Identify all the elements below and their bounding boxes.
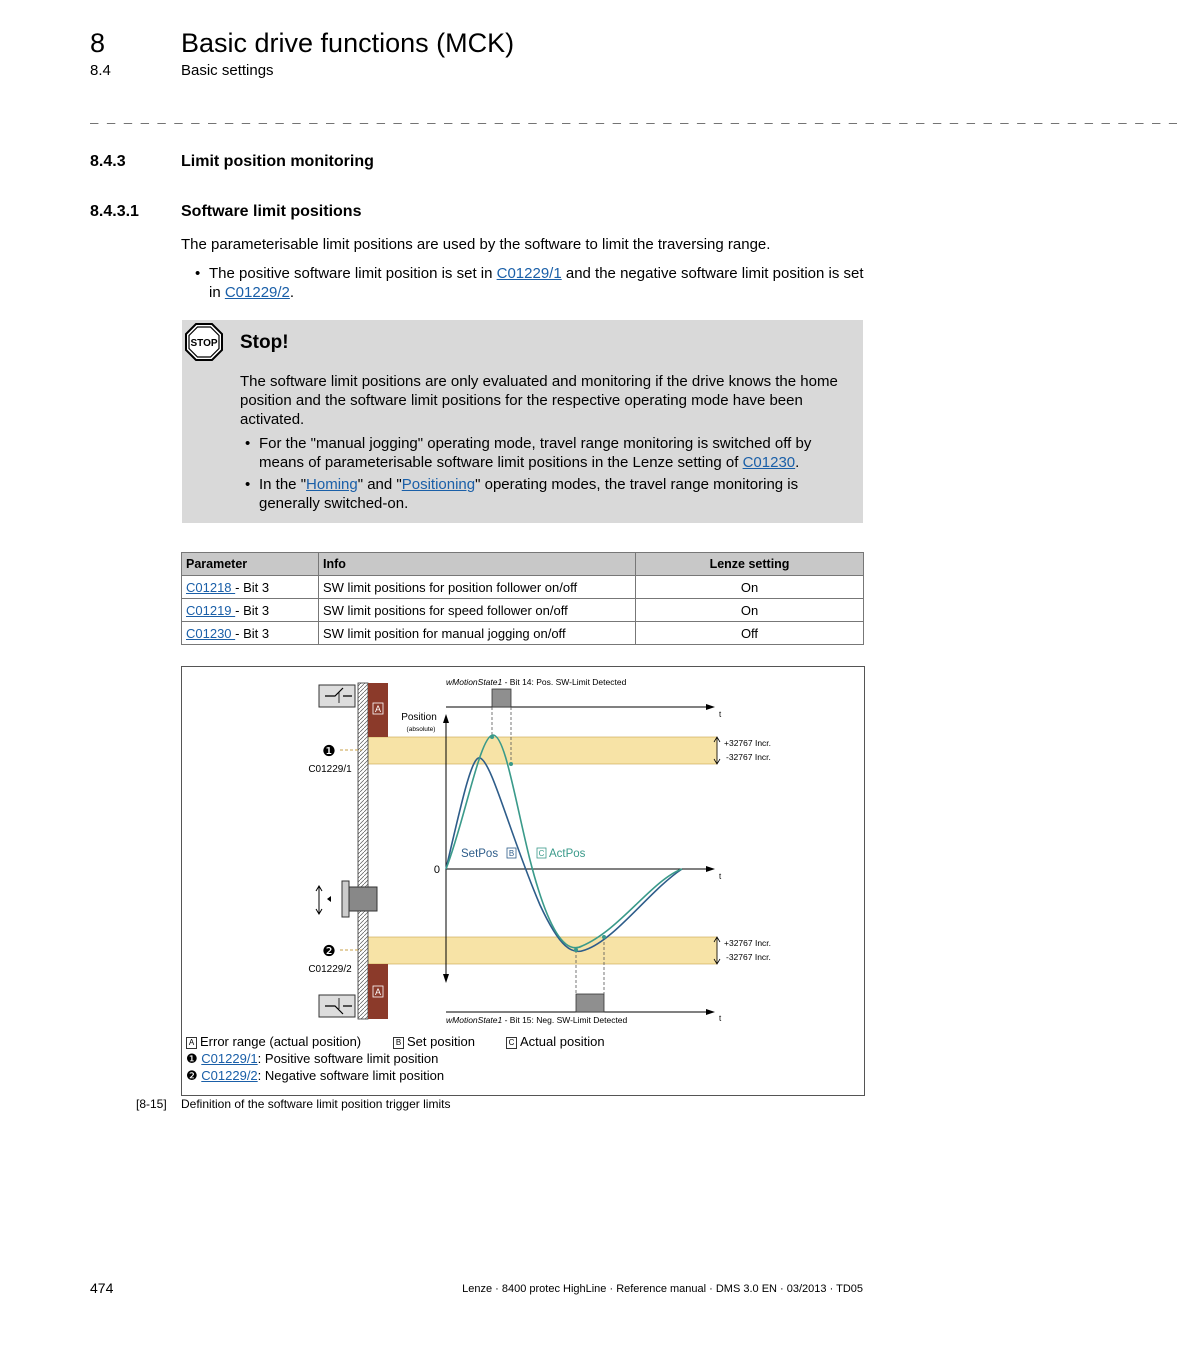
section-title: Basic settings <box>181 62 274 79</box>
intro-bullet-text: The positive software limit position is set in <box>209 265 497 282</box>
figure-caption-number: [8-15] <box>136 1097 167 1111</box>
column-header: Info <box>319 553 636 576</box>
bottom-signal-pulse <box>576 994 604 1012</box>
time-label: t <box>719 872 722 881</box>
letter-c-box: C <box>506 1037 517 1049</box>
column-header: Parameter <box>182 553 319 576</box>
param-cell <box>182 622 319 645</box>
marker-1: ❶ <box>322 743 336 760</box>
chapter-number: 8 <box>90 28 106 58</box>
table-row <box>182 576 864 599</box>
page-number: 474 <box>90 1280 114 1296</box>
plus-incr-bottom: +32767 Incr. <box>724 938 772 948</box>
heading-number: 8.4.3 <box>90 153 126 170</box>
minus-incr-top: -32767 Incr. <box>726 752 771 762</box>
param-suffix: - Bit 3 <box>235 579 270 595</box>
table-row <box>182 599 864 622</box>
positive-limit-band <box>362 737 717 764</box>
legend-c-text: Actual position <box>520 1034 605 1049</box>
stop-bullet-text: For the "manual jogging" operating mode, travel range monitoring is switched off by means of parameterisable software limit positions in the Lenze setting of <box>259 435 812 471</box>
param-suffix: - Bit 3 <box>235 625 270 641</box>
letter-a-top: A <box>374 704 382 714</box>
letter-b: B <box>508 849 515 858</box>
intro-bullet-text: and the negative software limit position is set in <box>209 265 864 301</box>
stop-bullet-text: . <box>795 454 800 471</box>
param-link[interactable]: C01219 <box>186 602 236 618</box>
limit-switch-top-icon <box>319 685 355 707</box>
bullet-dot: • <box>245 435 251 452</box>
subheading-number: 8.4.3.1 <box>90 203 139 220</box>
info-cell: SW limit position for manual jogging on/off <box>319 622 636 645</box>
parameter-table <box>181 552 864 645</box>
stop-bullet-text: " and " <box>357 476 402 493</box>
legend-1-text: : Positive software limit position <box>257 1051 439 1066</box>
time-label: t <box>719 1014 722 1023</box>
table-row <box>182 622 864 645</box>
bottom-signal-label: wMotionState1 - Bit 15: Neg. SW-Limit Detected <box>446 1015 628 1025</box>
link-c01229-1[interactable]: C01229/1 <box>496 265 562 282</box>
rail <box>358 683 368 1019</box>
intro-paragraph: The parameterisable limit positions are used by the software to limit the traversing range. <box>181 236 771 253</box>
link-homing[interactable]: Homing <box>306 476 358 493</box>
position-axis-sublabel: (absolute) <box>406 726 436 733</box>
stop-bullet-text: In the " <box>259 476 307 493</box>
setpos-label: SetPos <box>461 848 499 860</box>
top-signal-pulse <box>492 689 511 707</box>
link-positioning[interactable]: Positioning <box>401 476 476 493</box>
actpos-curve <box>446 735 682 948</box>
column-header: Lenze setting <box>636 553 864 576</box>
limit-position-diagram <box>182 667 862 1029</box>
bullet-dot: • <box>245 476 251 493</box>
zero-label: 0 <box>433 864 440 876</box>
stop-bullet-1 <box>259 434 849 472</box>
letter-b-box: B <box>393 1037 404 1049</box>
actpos-label: ActPos <box>549 848 586 860</box>
intro-bullet-text: . <box>289 284 295 301</box>
setting-cell: On <box>636 599 864 622</box>
link-c01229-1[interactable]: C01229/1 <box>201 1051 258 1066</box>
figure-caption-text: Definition of the software limit position trigger limits <box>181 1097 451 1111</box>
marker-1: ❶ <box>186 1051 198 1066</box>
link-c01230[interactable]: C01230 <box>742 454 796 471</box>
minus-incr-bottom: -32767 Incr. <box>726 952 771 962</box>
limit-switch-bottom-icon <box>319 995 355 1017</box>
plus-incr-top: +32767 Incr. <box>724 738 772 748</box>
stop-bullet-text: " operating modes, the travel range monitoring is generally switched-on. <box>259 476 799 512</box>
stop-paragraph: The software limit positions are only evaluated and monitoring if the drive knows the home position and the software limit positions for the respective operating mode have been activated. <box>240 373 838 428</box>
legend-a-text: Error range (actual position) <box>200 1034 362 1049</box>
section-number: 8.4 <box>90 62 111 79</box>
header-separator: _ _ _ _ _ _ _ _ _ _ _ _ _ _ _ _ _ _ _ _ _ _ _ _ _ _ _ _ _ _ _ _ _ _ _ _ _ _ _ _ _ _ _ _ _ _ _ _ _ _ _ _ _ _ _ _ _ _ _ _ _ _ _ _ _ <box>90 108 1177 124</box>
letter-c: C <box>538 849 545 858</box>
legend-c <box>506 1034 605 1049</box>
legend-1 <box>186 1051 438 1067</box>
param-cell <box>182 576 319 599</box>
link-c01229-2[interactable]: C01229/2 <box>201 1068 258 1083</box>
heading-title: Limit position monitoring <box>181 153 374 170</box>
legend-a <box>186 1034 361 1049</box>
param-link[interactable]: C01218 <box>186 579 236 595</box>
legend-b-text: Set position <box>407 1034 475 1049</box>
stop-title: Stop! <box>240 332 289 353</box>
stop-icon-label: STOP <box>190 338 218 349</box>
subheading-title: Software limit positions <box>181 203 362 220</box>
marker-2: ❷ <box>322 943 336 960</box>
param-cell <box>182 599 319 622</box>
info-cell: SW limit positions for position follower on/off <box>319 576 636 599</box>
bullet-dot: • <box>195 265 201 282</box>
legend-2-text: : Negative software limit position <box>257 1068 445 1083</box>
footer-text: Lenze · 8400 protec HighLine · Reference manual · DMS 3.0 EN · 03/2013 · TD05 <box>462 1283 863 1295</box>
link-c01229-2[interactable]: C01229/2 <box>224 284 290 301</box>
intro-bullet <box>209 264 864 302</box>
info-cell: SW limit positions for speed follower on/off <box>319 599 636 622</box>
marker-2: ❷ <box>186 1068 198 1083</box>
table-header-row <box>182 553 864 576</box>
letter-a-bottom: A <box>374 987 382 997</box>
param-link[interactable]: C01230 <box>186 625 236 641</box>
stop-bullet-2 <box>259 475 849 513</box>
time-label: t <box>719 710 722 719</box>
chapter-title: Basic drive functions (MCK) <box>181 28 515 58</box>
setting-cell: On <box>636 576 864 599</box>
top-signal-label: wMotionState1 - Bit 14: Pos. SW-Limit Detected <box>446 677 627 687</box>
legend-b <box>393 1034 475 1049</box>
param-suffix: - Bit 3 <box>235 602 270 618</box>
stop-icon <box>185 323 223 366</box>
setting-cell: Off <box>636 622 864 645</box>
letter-a-box: A <box>186 1037 197 1049</box>
position-axis-label: Position <box>401 712 437 723</box>
c01229-2-label: C01229/2 <box>308 964 352 975</box>
legend-2 <box>186 1068 444 1084</box>
c01229-1-label: C01229/1 <box>308 764 352 775</box>
negative-limit-band <box>362 937 717 964</box>
